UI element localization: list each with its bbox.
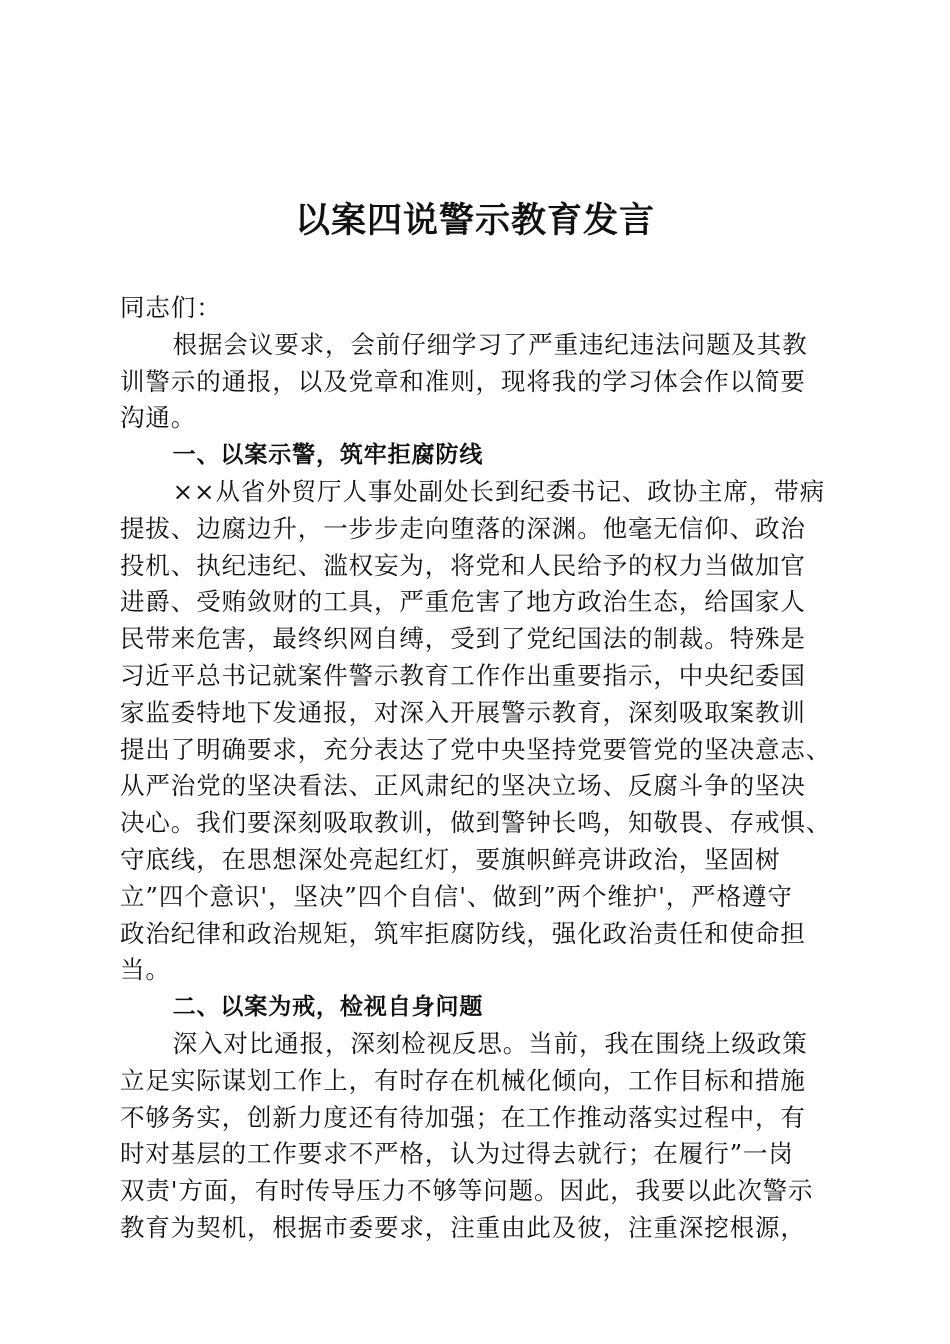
paragraph-line: 决心。我们要深刻吸取教训，做到警钟长鸣，知敬畏、存戒惧、	[120, 808, 832, 838]
paragraph-line: 根据会议要求，会前仔细学习了严重违纪违法问题及其教	[172, 329, 808, 359]
paragraph-line: 家监委特地下发通报，对深入开展警示教育，深刻吸取案教训	[120, 697, 806, 727]
paragraph-line: 不够务实，创新力度还有待加强；在工作推动落实过程中，有	[120, 1102, 806, 1132]
paragraph-line: 时对基层的工作要求不严格，认为过得去就行；在履行”一岗	[120, 1139, 794, 1169]
paragraph-line: 双责'方面，有时传导压力不够等问题。因此，我要以此次警示	[120, 1176, 814, 1206]
paragraph-line: 守底线，在思想深处亮起红灯，要旗帜鲜亮讲政治，坚固树	[120, 844, 781, 874]
paragraph-line: 深入对比通报，深刻检视反思。当前，我在围绕上级政策	[172, 1028, 808, 1058]
paragraph-line: 训警示的通报，以及党章和准则，现将我的学习体会作以简要	[120, 366, 806, 396]
paragraph-line: 提出了明确要求，充分表达了党中央坚持党要管党的坚决意志、	[120, 734, 832, 764]
paragraph-line: 投机、执纪违纪、滥权妄为，将党和人民给予的权力当做加官	[120, 550, 806, 580]
paragraph-line: 进爵、受贿敛财的工具，严重危害了地方政治生态，给国家人	[120, 587, 806, 617]
section-heading: 一、以案示警，筑牢拒腐防线	[172, 442, 484, 469]
section-heading: 二、以案为戒，检视自身问题	[172, 994, 484, 1021]
paragraph-line: 当。	[120, 955, 171, 985]
paragraph-line: 教育为契机，根据市委要求，注重由此及彼，注重深挖根源，	[120, 1212, 806, 1242]
paragraph-line: 同志们：	[120, 293, 222, 322]
document-body	[120, 290, 832, 1247]
paragraph-line: ××从省外贸厅人事处副处长到纪委书记、政协主席，带病	[172, 476, 826, 506]
paragraph-line: 政治纪律和政治规矩，筑牢拒腐防线，强化政治责任和使命担	[120, 918, 806, 948]
paragraph-line: 沟通。	[120, 403, 197, 433]
document-title: 以案四说警示教育发言	[294, 200, 655, 241]
paragraph-line: 从严治党的坚决看法、正风肃纪的坚决立场、反腐斗争的坚决	[120, 771, 806, 801]
paragraph-line: 立”四个意识'，坚决”四个自信'、做到”两个维护'，严格遵守	[120, 881, 793, 911]
paragraph-line: 民带来危害，最终织网自缚，受到了党纪国法的制裁。特殊是	[120, 624, 806, 654]
paragraph-line: 习近平总书记就案件警示教育工作作出重要指示，中央纪委国	[120, 660, 806, 690]
paragraph-line: 立足实际谋划工作上，有时存在机械化倾向，工作目标和措施	[120, 1065, 806, 1095]
paragraph-line: 提拔、边腐边升，一步步走向堕落的深渊。他毫无信仰、政治	[120, 513, 806, 543]
